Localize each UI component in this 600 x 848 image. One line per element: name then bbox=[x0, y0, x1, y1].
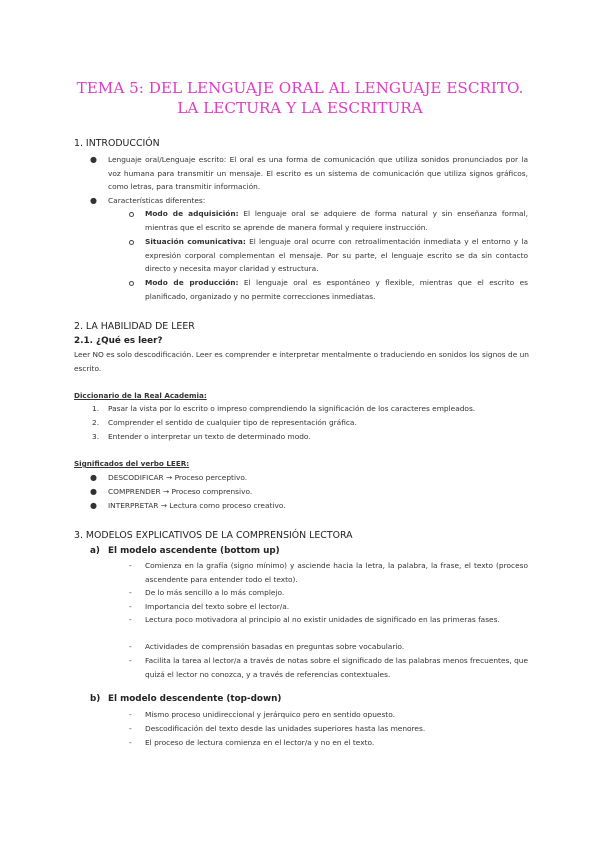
circle-bullet-icon bbox=[129, 212, 134, 217]
dash-icon: - bbox=[129, 656, 132, 665]
section-2-1-heading: 2.1. ¿Qué es leer? bbox=[74, 336, 163, 346]
bullet-icon: ● bbox=[90, 501, 97, 510]
sub-item-produccion bbox=[145, 276, 528, 303]
sub-item-text: El lenguaje oral es espontáneo y flexible, mientras que el escrito es planificado, organizado y no permite correcciones inmediatas. bbox=[145, 278, 528, 301]
rae-heading: Diccionario de la Real Academia: bbox=[74, 391, 207, 400]
dash-icon: - bbox=[129, 738, 132, 747]
document-title-line-2: LA LECTURA Y LA ESCRITURA bbox=[177, 99, 423, 117]
bullet-caracteristicas: Características diferentes: bbox=[108, 196, 206, 205]
model-a-label: a) bbox=[90, 546, 100, 556]
verb-item: INTERPRETAR → Lectura como proceso creativo. bbox=[108, 501, 286, 510]
model-b-item: Descodificación del texto desde las unidades superiores hasta las menores. bbox=[145, 724, 426, 733]
rae-item: Entender o interpretar un texto de determinado modo. bbox=[108, 432, 311, 441]
model-a-item: Importancia del texto sobre el lector/a. bbox=[145, 602, 290, 611]
model-b-title: El modelo descendente (top-down) bbox=[108, 694, 282, 704]
sub-item-situacion bbox=[145, 235, 528, 276]
model-a-item: Facilita la tarea al lector/a a través de notas sobre el significado de las palabras menos frecuentes, que quizá el lector no conozca, y a través de referencias contextuales. bbox=[145, 656, 528, 679]
list-number: 2. bbox=[92, 418, 100, 427]
bullet-oral-escrito: Lenguaje oral/Lenguaje escrito: El oral es una forma de comunicación que utiliza sonidos pronunciados por la voz humana para transmitir un mensaje. El escrito es un sistema de comunicación que utiliza signos gráficos, como letras, para transmitir información. bbox=[108, 155, 528, 192]
model-b-label: b) bbox=[90, 694, 101, 704]
section-2-heading: 2. LA HABILIDAD DE LEER bbox=[74, 321, 195, 332]
circle-bullet-icon bbox=[129, 281, 134, 286]
rae-item: Comprender el sentido de cualquier tipo de representación gráfica. bbox=[108, 418, 357, 427]
dash-icon: - bbox=[129, 615, 132, 624]
verb-item: DESCODIFICAR → Proceso perceptivo. bbox=[108, 473, 248, 482]
model-a-item: Actividades de comprensión basadas en preguntas sobre vocabulario. bbox=[145, 642, 405, 651]
section-1-heading: 1. INTRODUCCIÓN bbox=[74, 138, 160, 149]
circle-bullet-icon bbox=[129, 240, 134, 245]
dash-icon: - bbox=[129, 602, 132, 611]
list-number: 1. bbox=[92, 404, 100, 413]
sub-item-text: El lenguaje oral se adquiere de forma natural y sin enseñanza formal, mientras que el escrito se aprende de manera formal y requiere instrucción. bbox=[145, 209, 528, 232]
bullet-icon: ● bbox=[90, 487, 97, 496]
sub-item-label: Modo de producción: bbox=[145, 278, 239, 287]
sub-item-label: Situación comunicativa: bbox=[145, 237, 246, 246]
list-number: 3. bbox=[92, 432, 100, 441]
model-a-item: Lectura poco motivadora al principio al no existir unidades de significado en las primeras fases. bbox=[145, 615, 500, 624]
bullet-icon: ● bbox=[90, 473, 97, 482]
sub-item-adquisicion bbox=[145, 207, 528, 234]
sub-item-label: Modo de adquisición: bbox=[145, 209, 239, 218]
leer-definition: Leer NO es solo descodificación. Leer es comprender e interpretar mentalmente o traduciendo en sonidos los signos de un escrito. bbox=[74, 350, 529, 373]
dash-icon: - bbox=[129, 724, 132, 733]
model-a-item: De lo más sencillo a lo más complejo. bbox=[145, 588, 285, 597]
dash-icon: - bbox=[129, 710, 132, 719]
dash-icon: - bbox=[129, 561, 132, 570]
dash-icon: - bbox=[129, 642, 132, 651]
model-b-item: El proceso de lectura comienza en el lector/a y no en el texto. bbox=[145, 738, 375, 747]
model-b-item: Mismo proceso unidireccional y jerárquico pero en sentido opuesto. bbox=[145, 710, 395, 719]
model-a-title: El modelo ascendente (bottom up) bbox=[108, 546, 280, 556]
rae-item: Pasar la vista por lo escrito o impreso comprendiendo la significación de los caracteres empleados. bbox=[108, 404, 476, 413]
verb-heading: Significados del verbo LEER: bbox=[74, 459, 190, 468]
sub-item-text: El lenguaje oral ocurre con retroalimentación inmediata y el entorno y la expresión corporal complementan el mensaje. Por su parte, el lenguaje escrito se da sin contacto directo y necesita mayor claridad y estructura. bbox=[145, 237, 528, 274]
bullet-icon: ● bbox=[90, 196, 97, 205]
bullet-icon: ● bbox=[90, 155, 97, 164]
document-title-line-1: TEMA 5: DEL LENGUAJE ORAL AL LENGUAJE ESCRITO. bbox=[76, 79, 524, 97]
verb-item: COMPRENDER → Proceso comprensivo. bbox=[108, 487, 253, 496]
dash-icon: - bbox=[129, 588, 132, 597]
model-a-item: Comienza en la grafía (signo mínimo) y asciende hacia la letra, la palabra, la frase, el texto (proceso ascendente para entender todo el texto). bbox=[145, 561, 528, 584]
section-3-heading: 3. MODELOS EXPLICATIVOS DE LA COMPRENSIÓN LECTORA bbox=[74, 530, 353, 541]
